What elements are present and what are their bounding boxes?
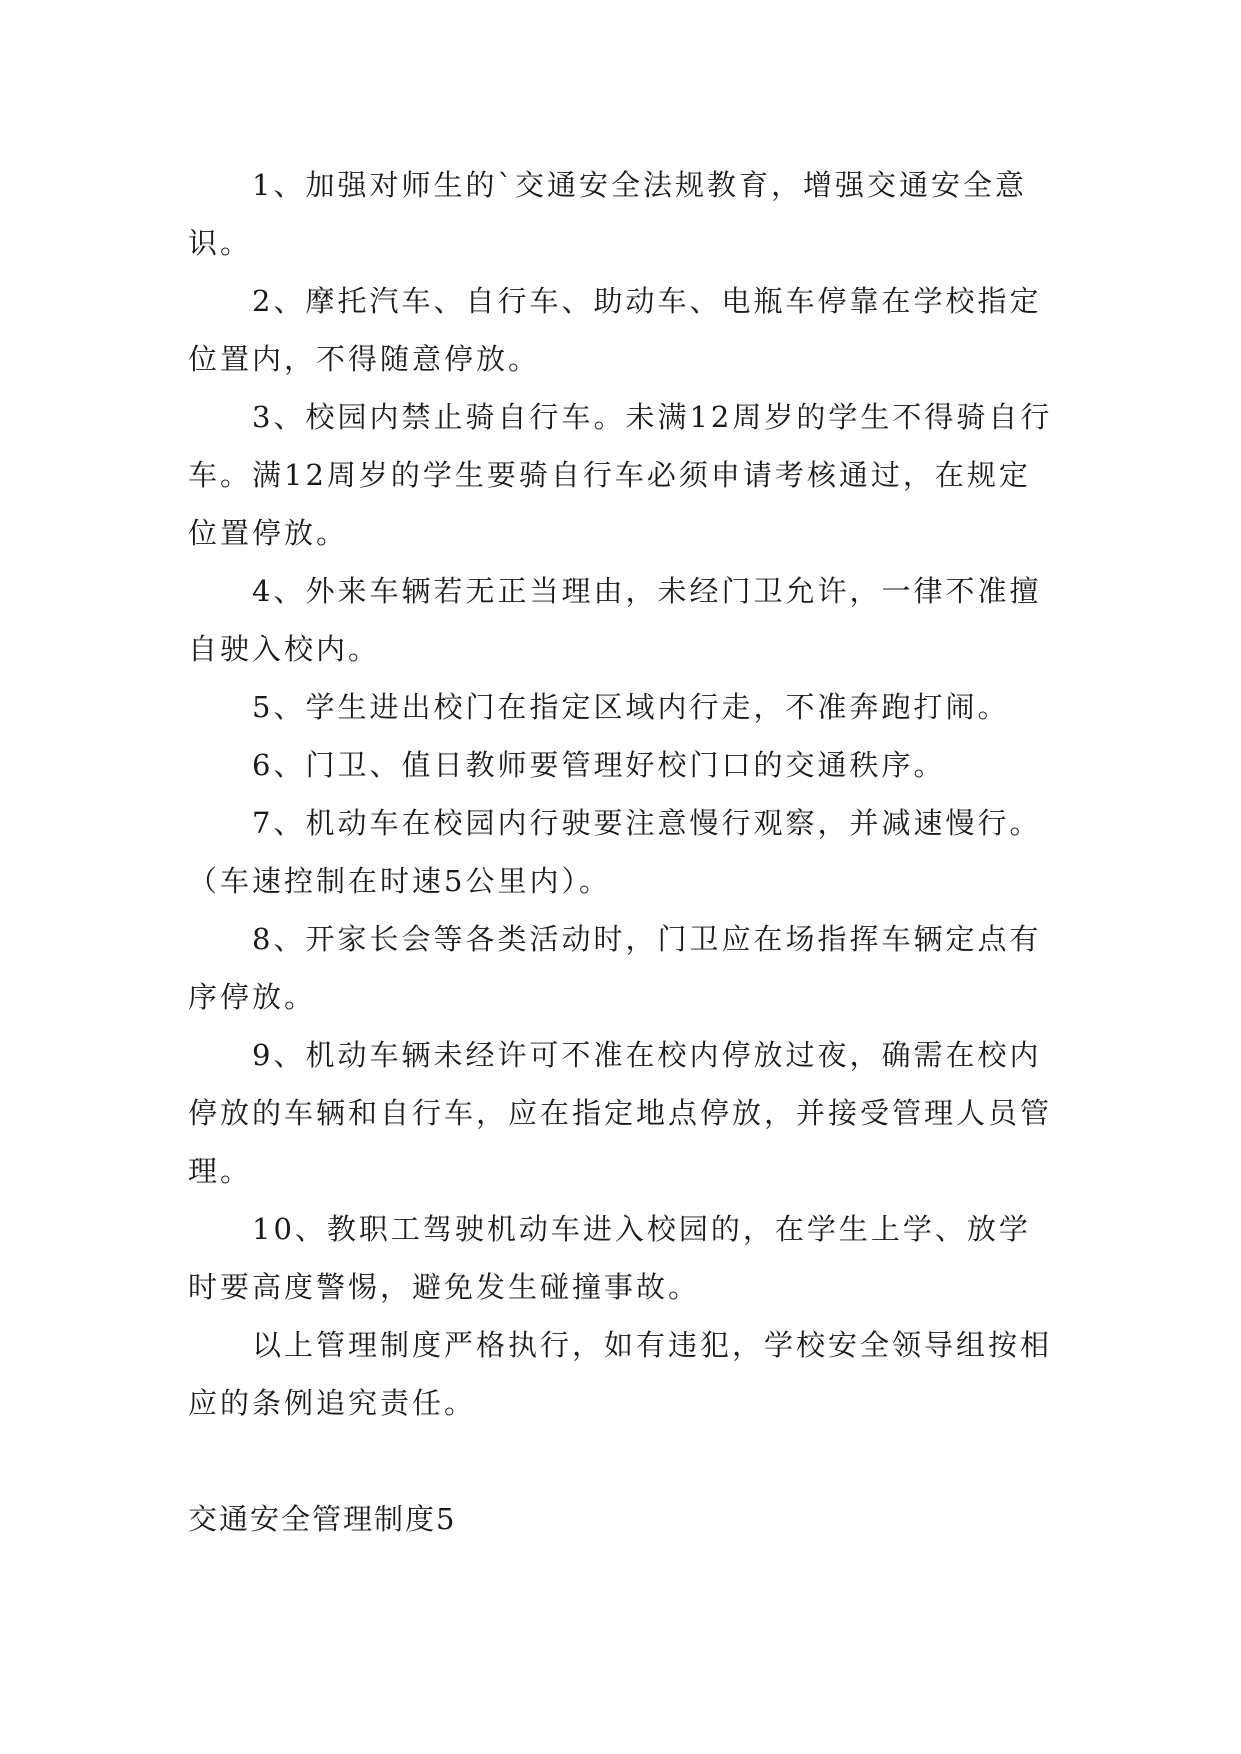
rule-paragraph-8: 8、开家长会等各类活动时，门卫应在场指挥车辆定点有序停放。 bbox=[188, 922, 1042, 1014]
rule-paragraph-7: 7、机动车在校园内行驶要注意慢行观察，并减速慢行。（车速控制在时速5公里内）。 bbox=[188, 806, 1042, 898]
closing-paragraph: 以上管理制度严格执行，如有违犯，学校安全领导组按相应的条例追究责任。 bbox=[188, 1328, 1053, 1420]
rule-paragraph-6: 6、门卫、值日教师要管理好校门口的交通秩序。 bbox=[252, 748, 946, 782]
rule-paragraph-4: 4、外来车辆若无正当理由，未经门卫允许，一律不准擅自驶入校内。 bbox=[188, 574, 1042, 666]
rule-paragraph-5: 5、学生进出校门在指定区域内行走，不准奔跑打闹。 bbox=[252, 690, 1010, 724]
rule-paragraph-1: 1、加强对师生的`交通安全法规教育，增强交通安全意识。 bbox=[188, 168, 1027, 260]
rule-paragraph-2: 2、摩托汽车、自行车、助动车、电瓶车停靠在学校指定位置内，不得随意停放。 bbox=[188, 284, 1042, 376]
section-heading: 交通安全管理制度5 bbox=[188, 1502, 457, 1536]
rule-paragraph-10: 10、教职工驾驶机动车进入校园的，在学生上学、放学时要高度警惕，避免发生碰撞事故。 bbox=[188, 1212, 1031, 1304]
rule-paragraph-3: 3、校园内禁止骑自行车。未满12周岁的学生不得骑自行车。满12周岁的学生要骑自行车必须申请考核通过，在规定位置停放。 bbox=[188, 400, 1053, 550]
rule-paragraph-9: 9、机动车辆未经许可不准在校内停放过夜，确需在校内停放的车辆和自行车，应在指定地点停放，并接受管理人员管理。 bbox=[188, 1038, 1053, 1188]
